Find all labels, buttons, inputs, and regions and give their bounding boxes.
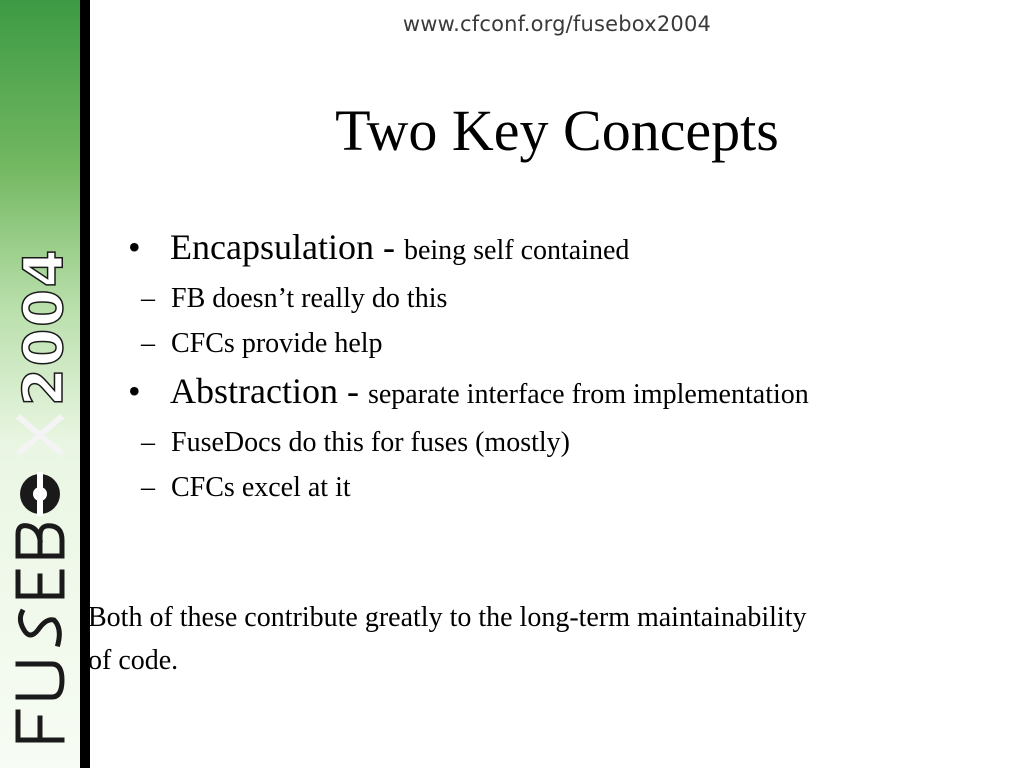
bullet-mark: • bbox=[128, 227, 141, 267]
bullet-abstraction bbox=[128, 366, 809, 420]
sub-bullet-text: FuseDocs do this for fuses (mostly) bbox=[171, 427, 570, 458]
conference-url: www.cfconf.org/fusebox2004 bbox=[402, 12, 712, 36]
sub-bullet bbox=[86, 465, 809, 510]
bullet-mark: • bbox=[128, 371, 141, 411]
sub-bullet-text: CFCs excel at it bbox=[171, 472, 351, 503]
bullet-term: Abstraction - bbox=[170, 371, 359, 411]
sub-bullet-mark: – bbox=[141, 427, 155, 458]
fusebox-2004-logo bbox=[0, 0, 80, 768]
sub-bullet-mark: – bbox=[141, 472, 155, 503]
closing-statement: Both of these contribute greatly to the long-term maintainability of code. bbox=[88, 602, 807, 676]
sub-bullet bbox=[86, 420, 809, 465]
sub-bullet bbox=[86, 276, 809, 321]
sub-bullet bbox=[86, 321, 809, 366]
bullet-description: separate interface from implementation bbox=[367, 379, 809, 410]
sub-bullet-mark: – bbox=[141, 328, 155, 359]
bullet-encapsulation bbox=[128, 222, 809, 276]
bullet-list bbox=[128, 222, 809, 510]
svg-text:2004: 2004 bbox=[12, 247, 75, 406]
bullet-description: being self contained bbox=[403, 235, 630, 266]
bullet-term: Encapsulation - bbox=[170, 227, 395, 267]
sub-bullet-text: CFCs provide help bbox=[171, 328, 383, 359]
sub-bullet-text: FB doesn’t really do this bbox=[171, 283, 448, 314]
sub-bullet-mark: – bbox=[141, 283, 155, 314]
slide-title: Two Key Concepts bbox=[335, 98, 779, 163]
